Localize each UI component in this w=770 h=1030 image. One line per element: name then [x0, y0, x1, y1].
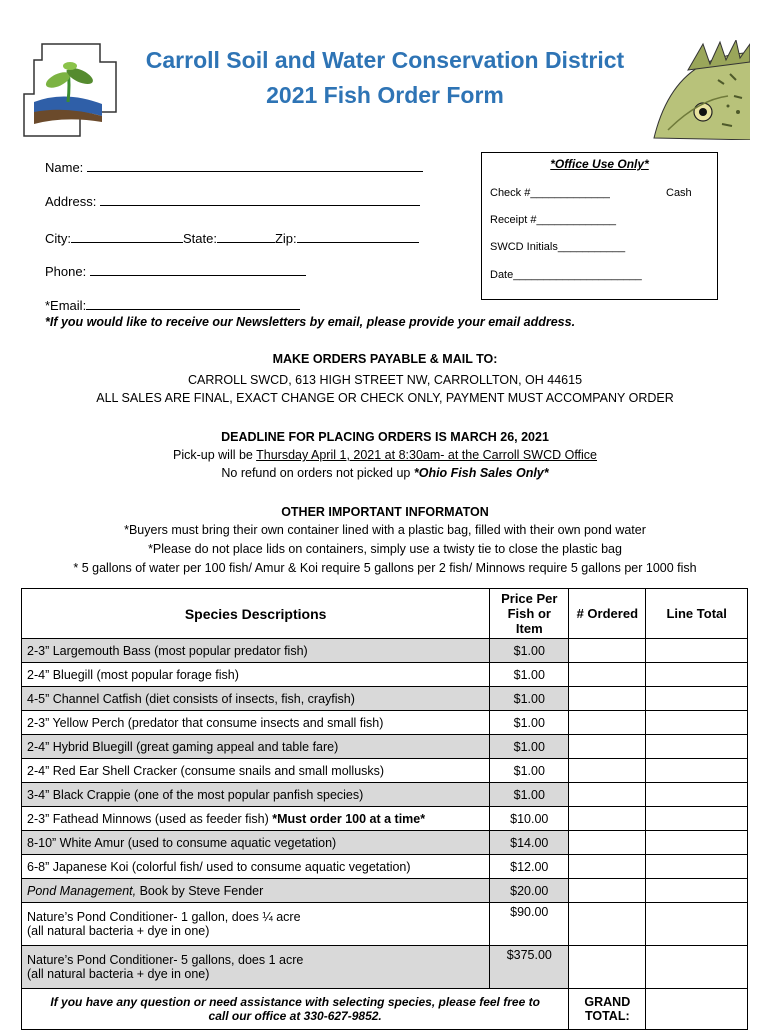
address-input-line[interactable] — [100, 192, 420, 206]
ordered-header: # Ordered — [569, 589, 646, 639]
price-cell: $1.00 — [490, 783, 569, 807]
payable-heading: MAKE ORDERS PAYABLE & MAIL TO: — [272, 352, 498, 366]
species-desc — [22, 903, 490, 946]
info-line-2: *Please do not place lids on containers, simply use a twisty tie to close the plastic bag — [148, 542, 622, 556]
price-cell: $1.00 — [490, 735, 569, 759]
table-row — [22, 807, 748, 831]
species-desc — [22, 807, 490, 831]
line-total-header: Line Total — [646, 589, 748, 639]
form-title: Carroll Soil and Water Conservation District — [145, 47, 625, 73]
book-author: Book by Steve Fender — [136, 883, 264, 898]
species-desc: 2-4” Red Ear Shell Cracker (consume snails and small mollusks) — [22, 759, 490, 783]
form-subtitle: 2021 Fish Order Form — [266, 82, 504, 108]
species-desc: 2-3” Yellow Perch (predator that consume insects and small fish) — [22, 711, 490, 735]
line-total-cell[interactable] — [646, 663, 748, 687]
species-desc: 8-10” White Amur (used to consume aquatic vegetation) — [22, 831, 490, 855]
mailing-address: CARROLL SWCD, 613 HIGH STREET NW, CARROLLTON, OH 44615 — [187, 373, 583, 387]
table-row — [22, 639, 748, 663]
price-cell: $1.00 — [490, 639, 569, 663]
ordered-cell[interactable] — [569, 639, 646, 663]
table-row — [22, 759, 748, 783]
species-desc: 2-4” Bluegill (most popular forage fish) — [22, 663, 490, 687]
price-cell: $375.00 — [490, 946, 569, 989]
line-total-cell[interactable] — [646, 807, 748, 831]
ordered-cell[interactable] — [569, 903, 646, 946]
line-total-cell[interactable] — [646, 759, 748, 783]
price-header-line-1: Price Per — [501, 591, 558, 606]
phone-input-line[interactable] — [90, 262, 306, 276]
info-line-3: * 5 gallons of water per 100 fish/ Amur & Koi require 5 gallons per 2 fish/ Minnows require 5 gallons per 1000 fish — [73, 561, 697, 575]
line-total-cell[interactable] — [646, 946, 748, 989]
species-desc: 4-5” Channel Catfish (diet consists of insects, fish, crayfish) — [22, 687, 490, 711]
phone-field[interactable] — [45, 262, 306, 279]
pickup-detail: Thursday April 1, 2021 at 8:30am- at the Carroll SWCD Office — [256, 448, 598, 462]
species-desc-line-2: (all natural bacteria + dye in one) — [27, 967, 210, 981]
species-desc: 3-4” Black Crappie (one of the most popular panfish species) — [22, 783, 490, 807]
price-cell: $1.00 — [490, 663, 569, 687]
line-total-cell[interactable] — [646, 855, 748, 879]
book-title: Pond Management, — [27, 883, 137, 898]
city-state-zip-field[interactable] — [45, 229, 419, 246]
species-desc: 6-8” Japanese Koi (colorful fish/ used to consume aquatic vegetation) — [22, 855, 490, 879]
grand-total-label-line-2: TOTAL: — [584, 1009, 630, 1023]
pickup-line — [0, 448, 770, 462]
address-label: Address: — [45, 194, 97, 209]
assistance-note-line-1: If you have any question or need assistance with selecting species, please feel free to — [50, 995, 540, 1009]
table-row — [22, 783, 748, 807]
species-header: Species Descriptions — [22, 589, 490, 639]
deadline-heading: DEADLINE FOR PLACING ORDERS IS MARCH 26, 2021 — [221, 430, 549, 444]
ordered-cell[interactable] — [569, 711, 646, 735]
line-total-cell[interactable] — [646, 831, 748, 855]
line-total-cell[interactable] — [646, 783, 748, 807]
table-row — [22, 663, 748, 687]
email-label: *Email: — [45, 298, 87, 313]
table-footer-row — [22, 989, 748, 1030]
receipt-number-field[interactable]: Receipt #_____________ — [490, 214, 617, 226]
phone-label: Phone: — [45, 264, 87, 279]
info-heading: OTHER IMPORTANT INFORMATON — [281, 505, 489, 519]
check-number-field[interactable]: Check #_____________ — [490, 187, 610, 199]
name-label: Name: — [45, 160, 84, 175]
grand-total-label — [569, 989, 646, 1030]
minnow-order-note: *Must order 100 at a time* — [272, 811, 426, 826]
email-input-line[interactable] — [86, 296, 300, 310]
price-cell: $20.00 — [490, 879, 569, 903]
refund-note: *Ohio Fish Sales Only* — [413, 466, 549, 480]
species-desc-line-1: Nature’s Pond Conditioner- 5 gallons, does 1 acre — [27, 953, 304, 967]
office-use-box — [481, 152, 718, 300]
name-field[interactable] — [45, 158, 423, 175]
line-total-cell[interactable] — [646, 903, 748, 946]
table-row — [22, 946, 748, 989]
cash-field[interactable]: Cash — [666, 187, 692, 199]
name-input-line[interactable] — [87, 158, 423, 172]
table-header-row — [22, 589, 748, 639]
assistance-note — [22, 989, 569, 1030]
assistance-note-line-2: call our office at 330-627-9852. — [208, 1009, 382, 1023]
state-input-line[interactable] — [217, 229, 275, 243]
ordered-cell[interactable] — [569, 687, 646, 711]
ordered-cell[interactable] — [569, 759, 646, 783]
pickup-prefix: Pick-up will be — [172, 448, 257, 462]
grand-total-label-line-1: GRAND — [584, 995, 631, 1009]
price-cell: $90.00 — [490, 903, 569, 946]
email-note: *If you would like to receive our Newsletters by email, please provide your email address. — [45, 315, 576, 329]
price-header — [490, 589, 569, 639]
grand-total-cell[interactable] — [646, 989, 748, 1030]
ordered-cell[interactable] — [569, 663, 646, 687]
city-label: City: — [45, 231, 71, 246]
date-field[interactable]: Date_____________________ — [490, 269, 642, 281]
species-desc-text: 2-3” Fathead Minnows (used as feeder fish) — [27, 811, 273, 826]
species-desc-line-2: (all natural bacteria + dye in one) — [27, 924, 210, 938]
line-total-cell[interactable] — [646, 687, 748, 711]
email-field[interactable] — [45, 296, 300, 313]
line-total-cell[interactable] — [646, 735, 748, 759]
table-row — [22, 855, 748, 879]
price-cell: $12.00 — [490, 855, 569, 879]
price-cell: $14.00 — [490, 831, 569, 855]
district-logo — [20, 40, 120, 140]
office-use-header: *Office Use Only* — [550, 157, 649, 171]
price-cell: $1.00 — [490, 711, 569, 735]
line-total-cell[interactable] — [646, 639, 748, 663]
info-line-1: *Buyers must bring their own container lined with a plastic bag, filled with their own pond water — [124, 523, 646, 537]
line-total-cell[interactable] — [646, 879, 748, 903]
species-desc — [22, 946, 490, 989]
ordered-cell[interactable] — [569, 855, 646, 879]
table-row — [22, 687, 748, 711]
zip-input-line[interactable] — [297, 229, 419, 243]
swcd-initials-field[interactable]: SWCD Initials___________ — [490, 241, 626, 253]
ordered-cell[interactable] — [569, 735, 646, 759]
species-desc: 2-4” Hybrid Bluegill (great gaming appeal and table fare) — [22, 735, 490, 759]
zip-label: Zip: — [274, 231, 297, 246]
species-desc — [22, 879, 490, 903]
ordered-cell[interactable] — [569, 831, 646, 855]
table-row — [22, 903, 748, 946]
refund-line — [0, 466, 770, 480]
refund-text: No refund on orders not picked up — [221, 466, 414, 480]
price-cell: $1.00 — [490, 759, 569, 783]
state-label: State: — [183, 231, 217, 246]
ordered-cell[interactable] — [569, 807, 646, 831]
price-cell: $10.00 — [490, 807, 569, 831]
price-header-line-2: Fish or Item — [507, 606, 551, 636]
table-row — [22, 711, 748, 735]
line-total-cell[interactable] — [646, 711, 748, 735]
fish-illustration — [648, 40, 750, 140]
table-row — [22, 831, 748, 855]
species-desc: 2-3” Largemouth Bass (most popular predator fish) — [22, 639, 490, 663]
ordered-cell[interactable] — [569, 783, 646, 807]
address-field[interactable] — [45, 192, 420, 209]
ordered-cell[interactable] — [569, 946, 646, 989]
order-table — [21, 588, 748, 1030]
city-input-line[interactable] — [71, 229, 183, 243]
table-row — [22, 735, 748, 759]
ordered-cell[interactable] — [569, 879, 646, 903]
table-row — [22, 879, 748, 903]
price-cell: $1.00 — [490, 687, 569, 711]
species-desc-line-1: Nature’s Pond Conditioner- 1 gallon, does ¼ acre — [27, 910, 301, 924]
sales-terms: ALL SALES ARE FINAL, EXACT CHANGE OR CHECK ONLY, PAYMENT MUST ACCOMPANY ORDER — [96, 391, 674, 405]
